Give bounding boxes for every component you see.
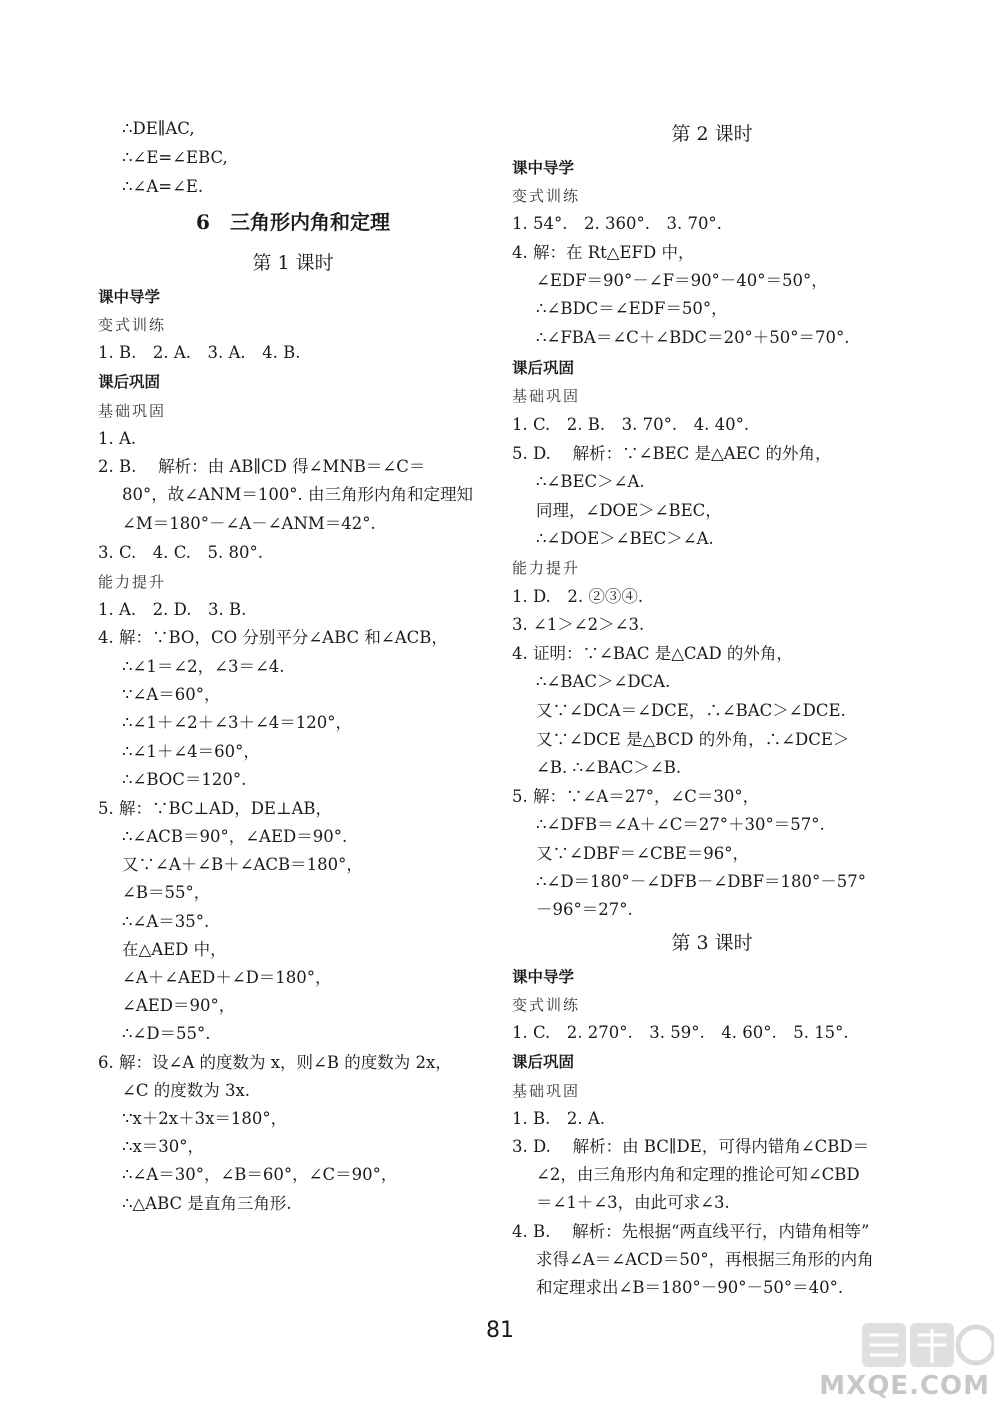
answer-line: 80°，故∠ANM＝100°. 由三角形内角和定理知: [122, 485, 474, 504]
answer-line: 又∵∠DCA＝∠DCE，∴∠BAC＞∠DCE.: [536, 701, 846, 720]
text-line: ∴∠A=∠E.: [122, 177, 204, 196]
answer-line: 和定理求出∠B＝180°－90°－50°＝40°.: [536, 1278, 844, 1297]
subsection-label: 变式训练: [512, 996, 581, 1014]
subsection-label: 基础巩固: [512, 387, 581, 405]
answer-line: ∴∠A＝30°，∠B＝60°，∠C＝90°，: [122, 1165, 398, 1184]
subsection-label: 能力提升: [98, 573, 167, 591]
answer-line: ∴∠1＋∠4＝60°，: [122, 742, 260, 761]
answer-line: 3. D. 解析：由 BC∥DE，可得内错角∠CBD＝: [512, 1137, 870, 1156]
answer-line: 6. 解：设∠A 的度数为 x，则∠B 的度数为 2x，: [98, 1053, 452, 1072]
answer-line: ∠B＝55°，: [122, 883, 211, 902]
answer-line: ∠C 的度数为 3x.: [122, 1081, 250, 1100]
answer-line: ∠A＋∠AED＋∠D＝180°，: [122, 968, 332, 987]
answer-line: ∴∠DOE＞∠BEC＞∠A.: [536, 529, 714, 548]
answer-line: －96°＝27°.: [536, 900, 633, 919]
answer-line: ∵x＋2x＋3x＝180°，: [122, 1109, 288, 1128]
answer-line: ∴∠A＝35°.: [122, 912, 210, 931]
subsection-heading: 课中导学: [512, 968, 575, 986]
answer-line: ∴∠BAC＞∠DCA.: [536, 672, 671, 691]
subsection-label: 基础巩固: [98, 402, 167, 420]
answer-line: ∴∠1＋∠2＋∠3＋∠4＝120°，: [122, 713, 353, 732]
answer-line: ∠B. ∴∠BAC＞∠B.: [536, 758, 682, 777]
answer-line: ∴∠BOC＝120°.: [122, 770, 247, 789]
answer-line: 1. 54°. 2. 360°. 3. 70°.: [512, 214, 722, 233]
answer-line: 1. A.: [98, 429, 137, 448]
answer-line: 5. D. 解析：∵∠BEC 是△AEC 的外角，: [512, 444, 832, 463]
answer-line: ＝∠1＋∠3，由此可求∠3.: [536, 1193, 730, 1212]
answer-line: 1. A. 2. D. 3. B.: [98, 600, 247, 619]
answer-line: 在△AED 中，: [122, 940, 227, 959]
answer-line: 3. C. 4. C. 5. 80°.: [98, 543, 264, 562]
answer-line: 3. ∠1＞∠2＞∠3.: [512, 615, 645, 634]
subsection-label: 变式训练: [512, 187, 581, 205]
answer-line: 4. 解：∵BO，CO 分别平分∠ABC 和∠ACB，: [98, 628, 448, 647]
answer-line: 2. B. 解析：由 AB∥CD 得∠MNB＝∠C＝: [98, 457, 426, 476]
subsection-heading: 课后巩固: [98, 373, 161, 391]
answer-line: ∴∠D＝55°.: [122, 1024, 211, 1043]
answer-line: ∠M＝180°－∠A－∠ANM＝42°.: [122, 514, 376, 533]
subsection-label: 能力提升: [512, 559, 581, 577]
answer-line: 4. B. 解析：先根据“两直线平行，内错角相等”: [512, 1222, 870, 1241]
answer-line: 5. 解：∵∠A＝27°，∠C＝30°，: [512, 787, 760, 806]
answer-line: ∴∠ACB＝90°，∠AED＝90°.: [122, 827, 348, 846]
watermark-logo: [754, 1315, 994, 1403]
subsection-label: 变式训练: [98, 316, 167, 334]
answer-line: ∠AED＝90°，: [122, 996, 236, 1015]
subsection-heading: 课后巩固: [512, 359, 575, 377]
answer-line: 又∵∠A＋∠B＋∠ACB＝180°，: [122, 855, 363, 874]
text-line: ∴∠E=∠EBC,: [122, 148, 228, 167]
answer-line: ∵∠A＝60°，: [122, 685, 221, 704]
answer-line: 1. D. 2. ②③④.: [512, 587, 644, 606]
answer-line: ∠EDF＝90°－∠F＝90°－40°＝50°，: [536, 271, 828, 290]
answer-line: 求得∠A＝∠ACD＝50°，再根据三角形的内角: [536, 1250, 874, 1269]
answer-line: 5. 解：∵BC⊥AD，DE⊥AB，: [98, 799, 333, 818]
subsection-heading: 课后巩固: [512, 1053, 575, 1071]
answer-line: 又∵∠DBF＝∠CBE＝96°，: [536, 844, 749, 863]
answer-line: ∴∠1＝∠2，∠3＝∠4.: [122, 657, 285, 676]
answer-line: 1. C. 2. 270°. 3. 59°. 4. 60°. 5. 15°.: [512, 1023, 849, 1042]
lesson-heading: 第 1 课时: [252, 252, 334, 274]
lesson-heading: 第 3 课时: [671, 932, 753, 954]
answer-line: ∴∠DFB＝∠A＋∠C＝27°＋30°＝57°.: [536, 815, 825, 834]
answer-line: ∴∠D＝180°－∠DFB－∠DBF＝180°－57°: [536, 872, 867, 891]
answer-line: 1. C. 2. B. 3. 70°. 4. 40°.: [512, 415, 750, 434]
answer-line: ∴∠BDC＝∠EDF＝50°，: [536, 299, 728, 318]
subsection-heading: 课中导学: [512, 159, 575, 177]
subsection-label: 基础巩固: [512, 1082, 581, 1100]
watermark-site: MXQE.COM: [819, 1371, 990, 1401]
answer-line: 同理，∠DOE＞∠BEC，: [536, 501, 722, 520]
answer-line: 1. B. 2. A.: [512, 1109, 606, 1128]
section-heading: 6 三角形内角和定理: [196, 210, 390, 234]
answer-line: ∠2，由三角形内角和定理的推论可知∠CBD: [536, 1165, 860, 1184]
answer-line: 又∵∠DCE 是△BCD 的外角，∴∠DCE＞: [536, 730, 850, 749]
answer-line: ∴∠BEC＞∠A.: [536, 472, 645, 491]
subsection-heading: 课中导学: [98, 288, 161, 306]
answer-line: ∴∠FBA＝∠C＋∠BDC＝20°＋50°＝70°.: [536, 328, 850, 347]
answer-line: 4. 解：在 Rt△EFD 中，: [512, 243, 695, 262]
text-line: ∴DE∥AC,: [122, 119, 195, 138]
answer-line: 1. B. 2. A. 3. A. 4. B.: [98, 343, 301, 362]
page-number: 81: [486, 1318, 514, 1343]
answer-line: ∴△ABC 是直角三角形.: [122, 1194, 292, 1213]
answer-line: ∴x＝30°，: [122, 1137, 205, 1156]
lesson-heading: 第 2 课时: [671, 123, 753, 145]
answer-line: 4. 证明：∵∠BAC 是△CAD 的外角，: [512, 644, 793, 663]
